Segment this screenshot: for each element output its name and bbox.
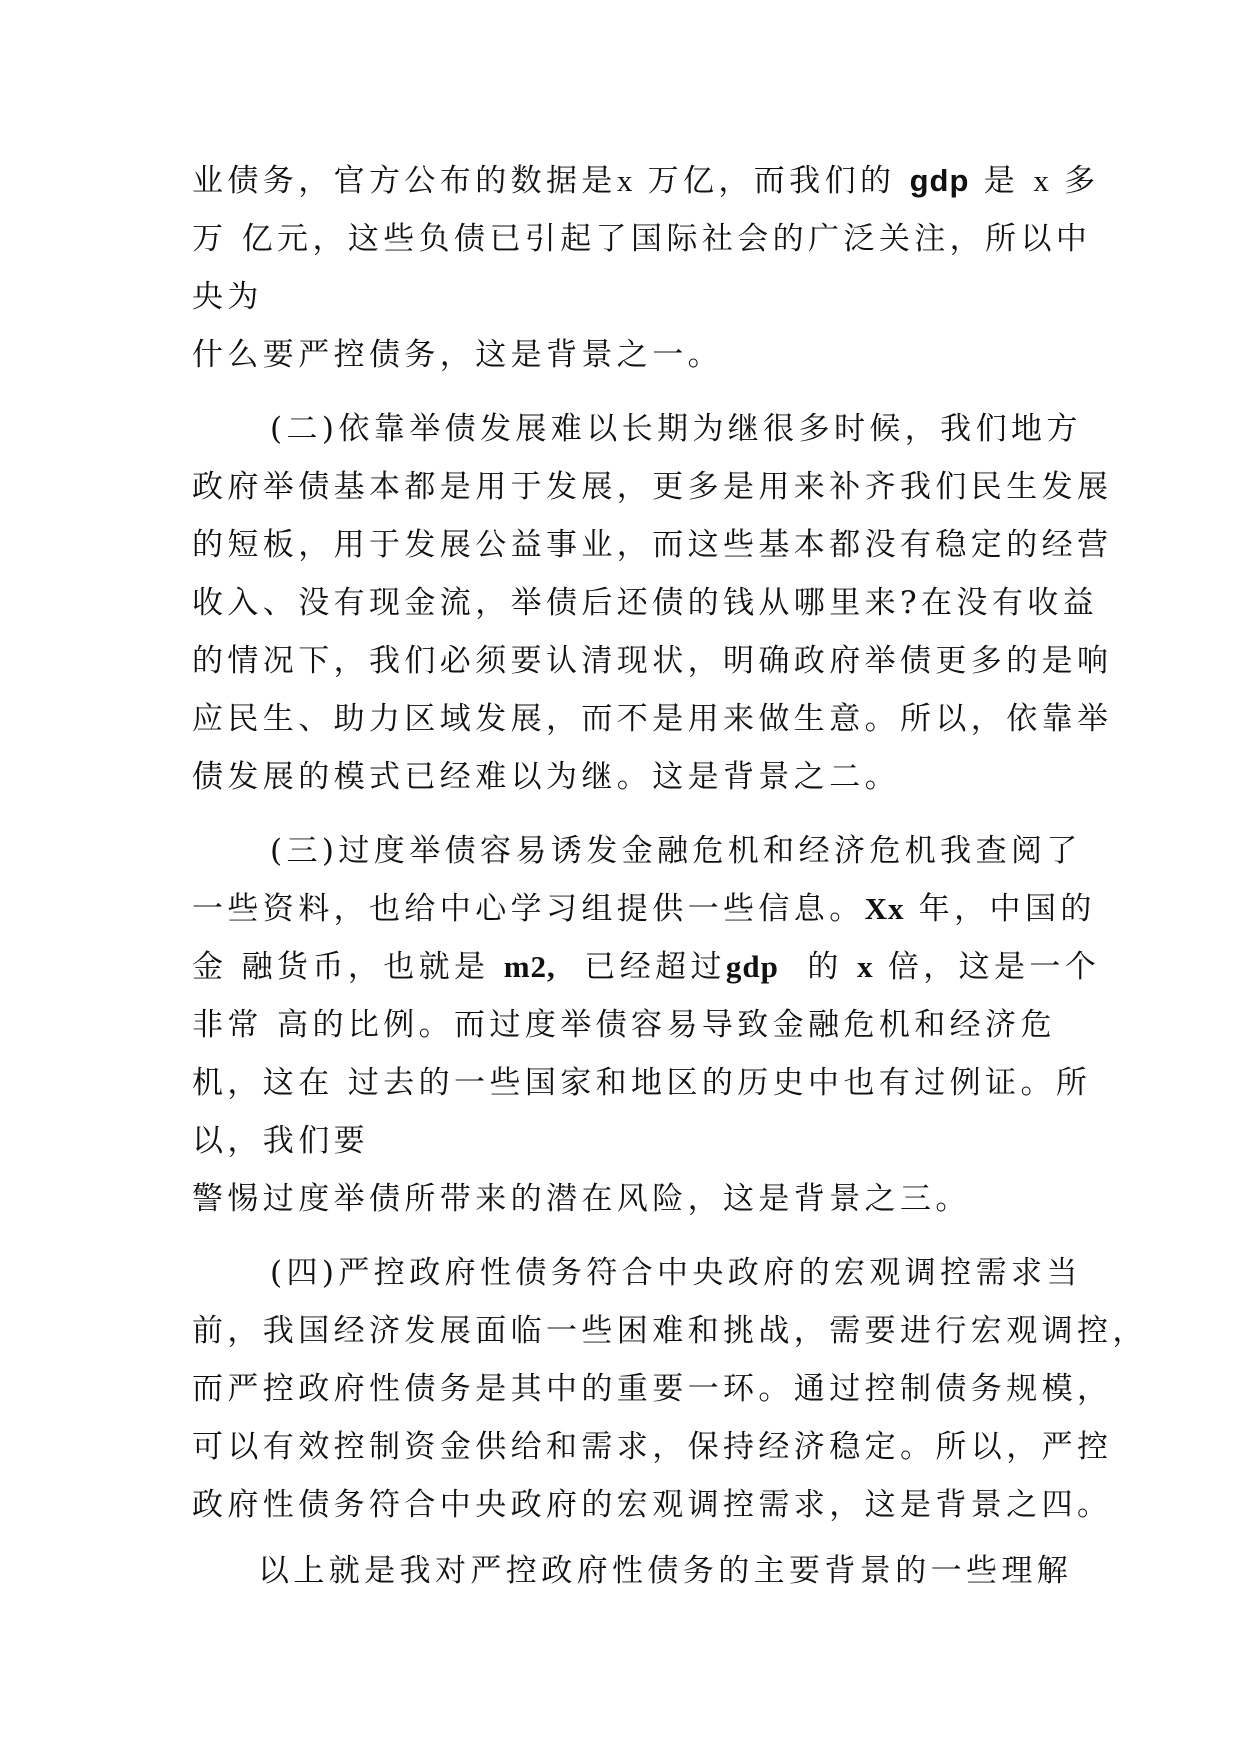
paragraph-3 xyxy=(192,822,1101,1228)
paragraph-2-line-7: 债发展的模式已经难以为继。这是背景之二。 xyxy=(192,759,900,795)
paragraph-gap xyxy=(192,1534,1050,1542)
paragraph-1-line-4: 什么要严控债务，这是背景之一。 xyxy=(192,337,723,373)
paragraph-4-line-4: 可以有效控制资金供给和需求，保持经济稳定。所以，严控 xyxy=(192,1429,1113,1465)
term-gdp: gdp xyxy=(909,163,970,198)
text-run: 年，中国的 xyxy=(904,891,1096,927)
paragraph-2-line-1: (二)依靠举债发展难以长期为继很多时候，我们地方 xyxy=(270,411,1082,447)
variable-x: x xyxy=(1033,163,1050,198)
text-run: 的 xyxy=(778,949,858,985)
text-run: 已经超过 xyxy=(555,949,726,985)
text-run: 万亿，而我们的 xyxy=(633,163,910,199)
year-placeholder: Xx xyxy=(864,891,905,926)
paragraph-gap xyxy=(192,806,1050,822)
paragraph-4-line-5: 政府性债务符合中央政府的宏观调控需求，这是背景之四。 xyxy=(192,1487,1113,1523)
paragraph-3-line-7: 警惕过度举债所带来的潜在风险，这是背景之三。 xyxy=(192,1181,971,1217)
paragraph-2-line-2: 政府举债基本都是用于发展，更多是用来补齐我们民生发展 xyxy=(192,469,1113,505)
paragraph-gap xyxy=(192,1228,1050,1244)
paragraph-4-line-2: 前，我国经济发展面临一些困难和挑战，需要进行宏观调控， xyxy=(192,1313,1148,1349)
paragraph-5 xyxy=(192,1542,1073,1600)
paragraph-4-line-3: 而严控政府性债务是其中的重要一环。通过控制债务规模， xyxy=(192,1371,1113,1407)
paragraph-3-line-6: 以，我们要 xyxy=(192,1123,369,1159)
paragraph-1-line-3: 央为 xyxy=(192,279,263,315)
document-body xyxy=(192,152,1148,1600)
paragraph-3-line-2 xyxy=(192,880,1096,938)
paragraph-2 xyxy=(192,400,1113,806)
paragraph-1-line-1 xyxy=(192,152,1100,210)
variable-x: x xyxy=(616,163,634,198)
text-run: 金 融货币，也就是 xyxy=(192,949,504,985)
text-run: 一些资料，也给中心学习组提供一些信息。 xyxy=(192,891,865,927)
paragraph-3-line-3 xyxy=(192,938,1101,996)
term-m2: m2, xyxy=(503,949,556,984)
paragraph-3-line-4: 非常 高的比例。而过度举债容易导致金融危机和经济危 xyxy=(192,1007,1056,1043)
paragraph-gap xyxy=(192,384,1050,400)
paragraph-1-line-2: 万 亿元，这些负债已引起了国际社会的广泛关注，所以中 xyxy=(192,221,1092,257)
text-run: 倍，这是一个 xyxy=(873,949,1101,985)
paragraph-4 xyxy=(192,1244,1148,1534)
paragraph-2-line-3: 的短板，用于发展公益事业，而这些基本都没有稳定的经营 xyxy=(192,527,1113,563)
text-run: 业债务，官方公布的数据是 xyxy=(192,163,617,199)
paragraph-3-line-1: (三)过度举债容易诱发金融危机和经济危机我查阅了 xyxy=(270,833,1082,869)
paragraph-5-line-1: 以上就是我对严控政府性债务的主要背景的一些理解 xyxy=(258,1553,1073,1589)
paragraph-1 xyxy=(192,152,1100,384)
paragraph-2-line-4: 收入、没有现金流，举债后还债的钱从哪里来?在没有收益 xyxy=(192,585,1099,621)
text-run: 多 xyxy=(1049,163,1100,199)
term-gdp: gdp xyxy=(725,949,779,984)
text-run: 是 xyxy=(969,163,1034,199)
paragraph-3-line-5: 机，这在 过去的一些国家和地区的历史中也有过例证。所 xyxy=(192,1065,1092,1101)
paragraph-2-line-5: 的情况下，我们必须要认清现状，明确政府举债更多的是响 xyxy=(192,643,1113,679)
paragraph-4-line-1: (四)严控政府性债务符合中央政府的宏观调控需求当 xyxy=(270,1255,1082,1291)
paragraph-2-line-6: 应民生、助力区域发展，而不是用来做生意。所以，依靠举 xyxy=(192,701,1113,737)
variable-x: x xyxy=(857,949,874,984)
